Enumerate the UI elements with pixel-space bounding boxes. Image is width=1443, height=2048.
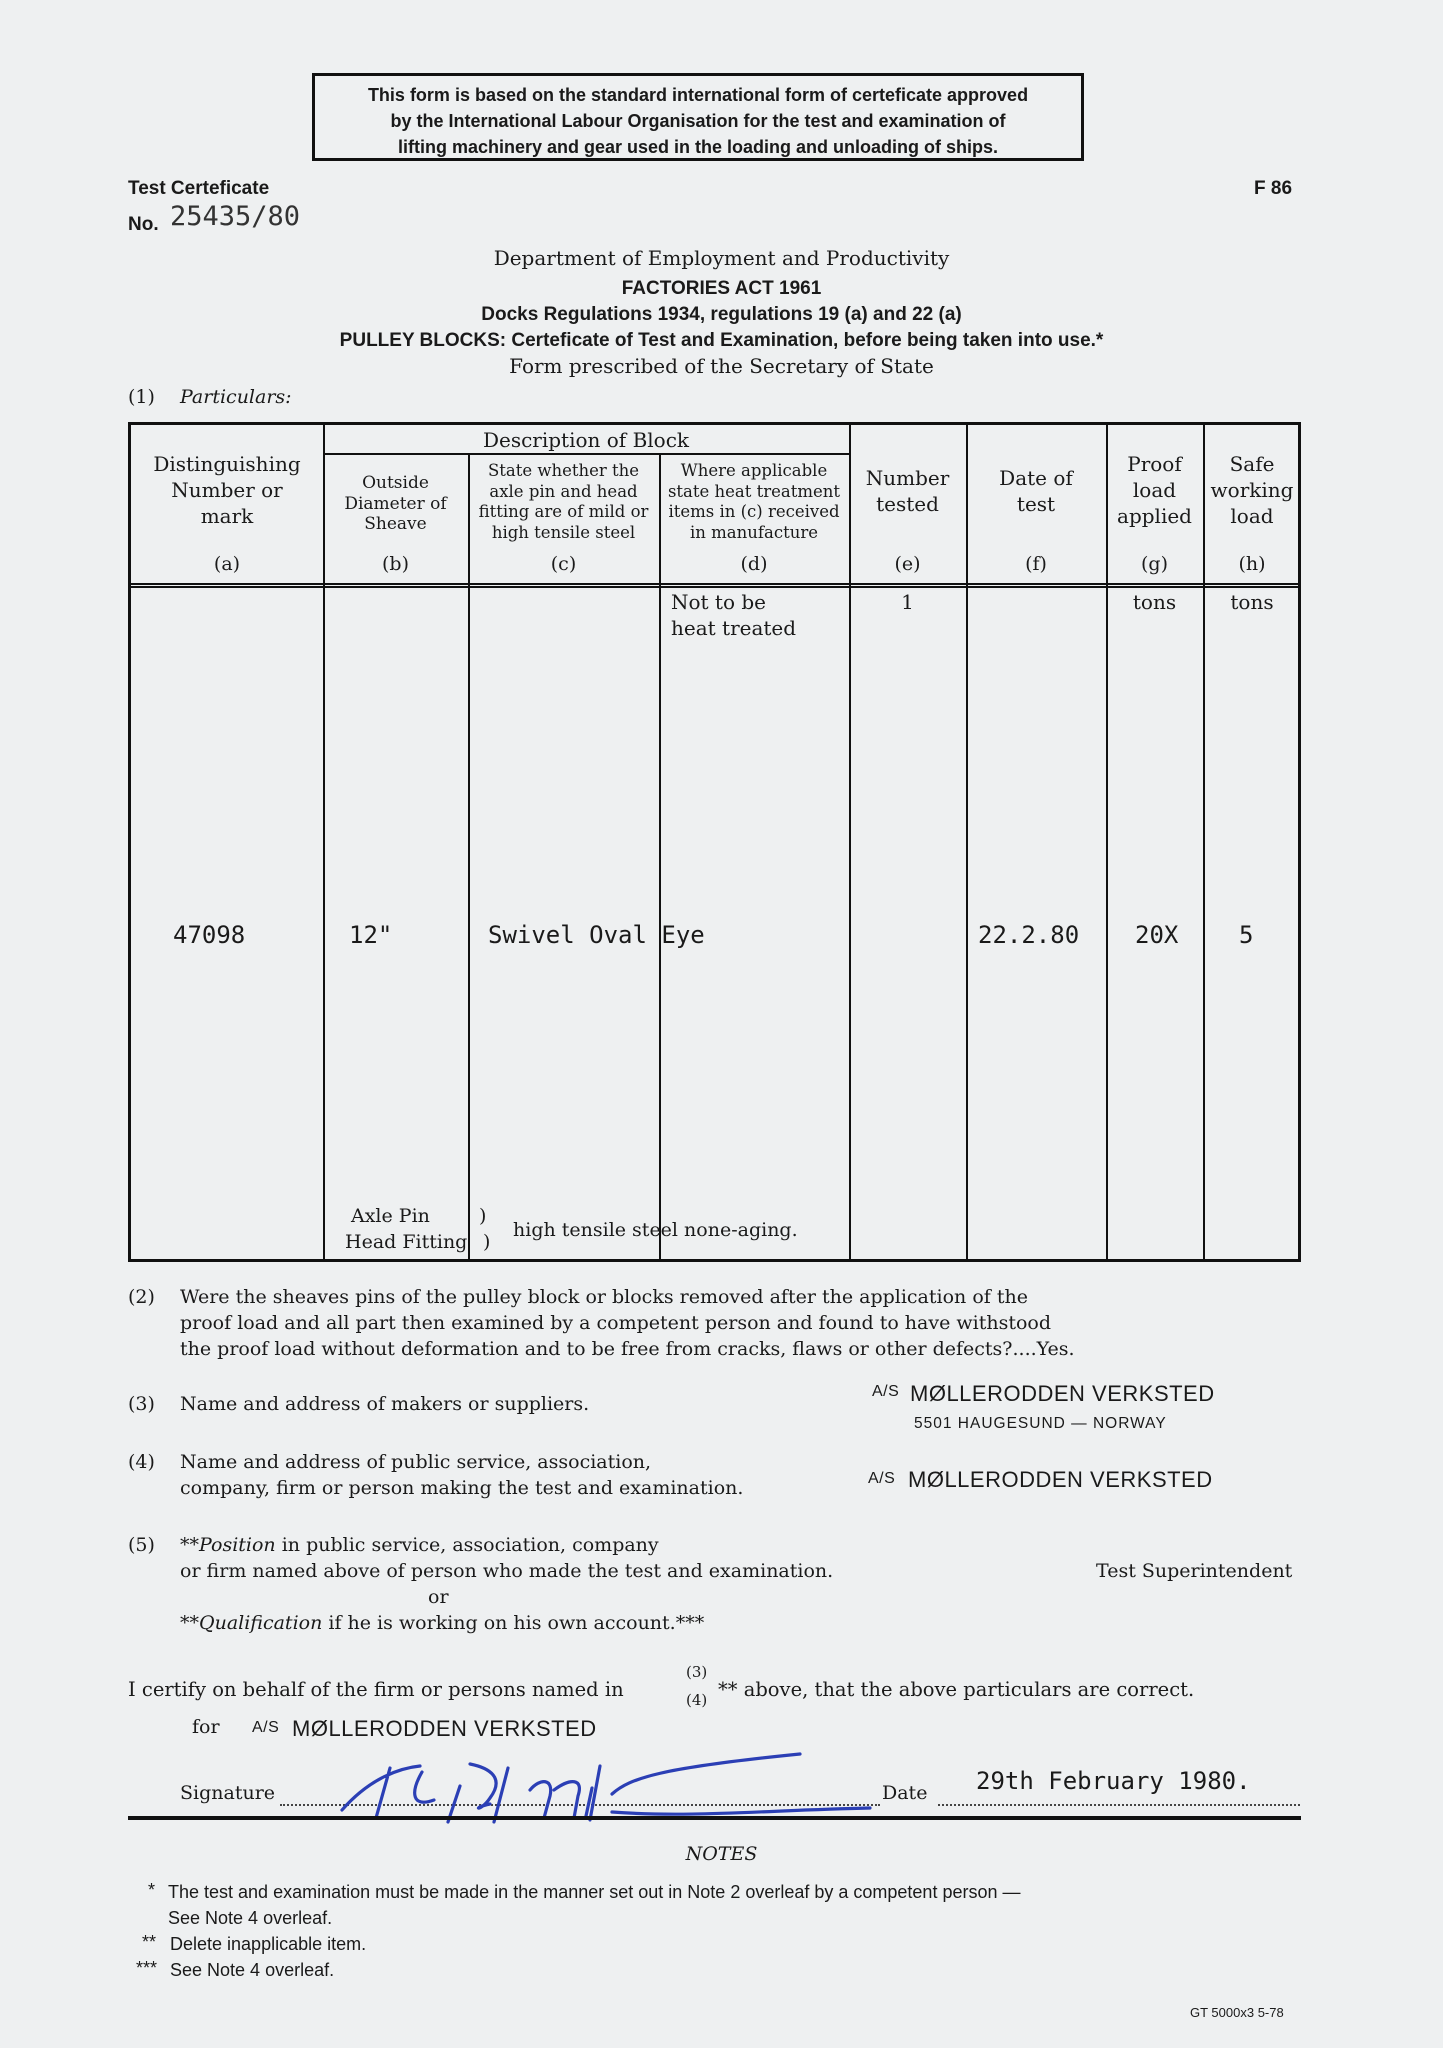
q5-line-2: or firm named above of person who made the test and examination.	[180, 1560, 834, 1582]
footer-code: GT 5000x3 5-78	[1190, 2005, 1284, 2020]
particulars-table	[128, 422, 1301, 1262]
q2-line-1: Were the sheaves pins of the pulley block or blocks removed after the application of the	[180, 1286, 1028, 1308]
col-h-heading	[1203, 451, 1301, 529]
q4-text	[180, 1449, 743, 1501]
steel-note: high tensile steel none-aging.	[513, 1219, 798, 1241]
note-3: See Note 4 overleaf.	[170, 1960, 335, 1980]
col-h-line-1: Safe	[1229, 452, 1275, 476]
note-1	[168, 1879, 1020, 1931]
col-g-line-2: load	[1132, 478, 1177, 502]
q5-or: or	[428, 1586, 449, 1608]
certify-post: ** above, that the above particulars are correct.	[718, 1678, 1195, 1701]
q2-line-2: proof load and all part then examined by a competent person and found to have withstood	[180, 1312, 1052, 1334]
date-line	[938, 1804, 1300, 1806]
col-g-heading	[1106, 451, 1203, 529]
col-a-line-2: Number or	[171, 478, 283, 502]
note-1-mark: *	[148, 1880, 156, 1900]
note-3-mark: ***	[136, 1958, 158, 1978]
for-stamp-prefix: A/S	[252, 1719, 280, 1736]
certificate-number: 25435/80	[170, 201, 301, 232]
col-a-letter: (a)	[213, 553, 241, 575]
signature-scribble	[330, 1738, 890, 1828]
axle-pin-paren: )	[479, 1205, 487, 1227]
q5-qualification-word: Qualification	[199, 1612, 323, 1634]
for-label: for	[192, 1716, 220, 1738]
note-2-mark: **	[142, 1932, 157, 1952]
entry-proof-load: 20X	[1135, 921, 1179, 949]
col-d-letter: (d)	[740, 553, 768, 575]
heat-treatment-note	[659, 589, 849, 641]
q5-line-1	[180, 1532, 833, 1558]
col-h-line-3: load	[1230, 504, 1274, 528]
col-e-line-2: tested	[876, 492, 939, 516]
q3-num: (3)	[128, 1393, 155, 1415]
col-b-line-1: Outside	[362, 473, 429, 493]
col-e-letter: (e)	[894, 553, 921, 575]
col-f-line-2: test	[1016, 492, 1056, 516]
col-b-line-2: Diameter of	[344, 493, 447, 514]
entry-description: Swivel Oval Eye	[488, 921, 705, 949]
col-c-line-2: axle pin and head	[489, 481, 638, 501]
q5-stars-2: **	[180, 1612, 199, 1634]
col-c-line-1: State whether the	[487, 461, 640, 480]
col-f-heading	[966, 465, 1106, 517]
certify-sup: (3)	[686, 1663, 708, 1681]
notes-title: NOTES	[685, 1843, 758, 1865]
note-1-line-1: The test and examination must be made in the manner set out in Note 2 overleaf by a competent person —	[168, 1882, 1021, 1902]
col-a-line-1: Distinguishing	[153, 452, 301, 476]
entry-safe-load: 5	[1239, 921, 1254, 949]
q2-line-3: the proof load without deformation and to be free from cracks, flaws or other defects?....Yes.	[180, 1338, 1075, 1360]
q5-line-1-rest: in public service, association, company	[275, 1534, 659, 1556]
particulars-num: (1)	[128, 386, 155, 408]
col-c-line-4: high tensile steel	[491, 522, 636, 542]
note-1-line-2: See Note 4 overleaf.	[168, 1908, 333, 1928]
heat-note-line-2: heat treated	[671, 616, 797, 640]
col-c-line-3: fitting are of mild or	[478, 502, 649, 521]
q5-answer: Test Superintendent	[1096, 1560, 1293, 1582]
q2-text	[180, 1284, 1075, 1362]
q4-stamp-prefix: A/S	[868, 1470, 896, 1487]
heat-note-line-1: Not to be	[671, 590, 767, 614]
entry-diameter: 12"	[349, 921, 393, 949]
test-certificate-label: Test Certeficate	[128, 178, 270, 199]
proof-load-unit: tons	[1132, 590, 1177, 614]
q5-text	[180, 1532, 833, 1636]
certify-pre: I certify on behalf of the firm or persons named in	[128, 1678, 624, 1701]
q5-line-4-rest: if he is working on his own account.***	[322, 1612, 705, 1634]
head-fitting-paren: )	[483, 1231, 491, 1253]
col-c-letter: (c)	[550, 553, 577, 575]
act-title: FACTORIES ACT 1961	[621, 278, 822, 299]
q3-stamp-address: 5501 HAUGESUND — NORWAY	[914, 1415, 1167, 1432]
q2-num: (2)	[128, 1286, 155, 1308]
col-f-letter: (f)	[1025, 553, 1047, 575]
safe-load-unit: tons	[1230, 590, 1274, 614]
col-e-line-1: Number	[865, 466, 950, 490]
certificate-no-label: No.	[128, 214, 159, 235]
q5-position-word: Position	[199, 1534, 276, 1556]
col-c-heading	[468, 461, 659, 543]
col-g-line-1: Proof	[1127, 452, 1182, 476]
col-b-heading	[323, 473, 468, 535]
q5-num: (5)	[128, 1534, 155, 1556]
description-of-block-heading: Description of Block	[482, 428, 690, 452]
date-value: 29th February 1980.	[976, 1767, 1251, 1795]
col-g-letter: (g)	[1141, 553, 1168, 575]
form-prescribed: Form prescribed of the Secretary of State	[509, 354, 934, 378]
certify-sub: (4)	[686, 1691, 708, 1709]
col-e-heading	[849, 465, 966, 517]
notice-line-3: lifting machinery and gear used in the loading and unloading of ships.	[397, 137, 999, 157]
note-2: Delete inapplicable item.	[170, 1934, 367, 1954]
q3-stamp-prefix: A/S	[872, 1383, 900, 1400]
q4-line-1: Name and address of public service, association,	[180, 1451, 652, 1473]
entry-date: 22.2.80	[978, 921, 1080, 949]
col-g-line-3: applied	[1117, 504, 1192, 528]
q5-line-4	[180, 1610, 833, 1636]
form-code: F 86	[1254, 178, 1293, 199]
q4-num: (4)	[128, 1451, 155, 1473]
col-d-line-3: items in (c) received	[668, 502, 840, 521]
col-d-line-1: Where applicable	[680, 461, 828, 480]
q3-text: Name and address of makers or suppliers.	[180, 1393, 590, 1415]
col-d-line-2: state heat treatment	[667, 481, 841, 501]
entry-mark: 47098	[173, 921, 246, 949]
q4-line-2: company, firm or person making the test and examination.	[180, 1477, 744, 1499]
department: Department of Employment and Productivity	[493, 246, 950, 270]
col-d-heading	[659, 461, 849, 543]
col-b-letter: (b)	[382, 553, 409, 575]
ilo-notice-box	[312, 73, 1084, 161]
col-a-line-3: mark	[200, 504, 254, 528]
form-title: PULLEY BLOCKS: Certeficate of Test and Examination, before being taken into use.*	[339, 330, 1104, 351]
col-f-line-1: Date of	[999, 466, 1073, 490]
for-stamp-name: MØLLERODDEN VERKSTED	[292, 1716, 597, 1741]
particulars-label: Particulars:	[180, 386, 292, 408]
axle-pin-label: Axle Pin	[351, 1205, 430, 1227]
col-d-line-4: in manufacture	[690, 522, 818, 542]
col-h-line-2: working	[1210, 478, 1294, 502]
date-label: Date	[882, 1782, 928, 1804]
head-fitting-label: Head Fitting	[345, 1231, 468, 1253]
q3-stamp-name: MØLLERODDEN VERKSTED	[910, 1381, 1215, 1406]
notice-line-1: This form is based on the standard international form of certeficate approved	[367, 85, 1029, 105]
col-h-letter: (h)	[1238, 553, 1266, 575]
notes-divider	[128, 1816, 1301, 1820]
col-b-line-3: Sheave	[364, 514, 427, 534]
notice-line-2: by the International Labour Organisation for the test and examination of	[390, 111, 1006, 131]
q5-stars-1: **	[180, 1534, 199, 1556]
regulations: Docks Regulations 1934, regulations 19 (a) and 22 (a)	[481, 304, 962, 325]
signature-label: Signature	[180, 1782, 276, 1804]
number-tested-value: 1	[901, 590, 914, 614]
col-a-heading	[131, 451, 323, 529]
q4-stamp-name: MØLLERODDEN VERKSTED	[908, 1467, 1213, 1492]
